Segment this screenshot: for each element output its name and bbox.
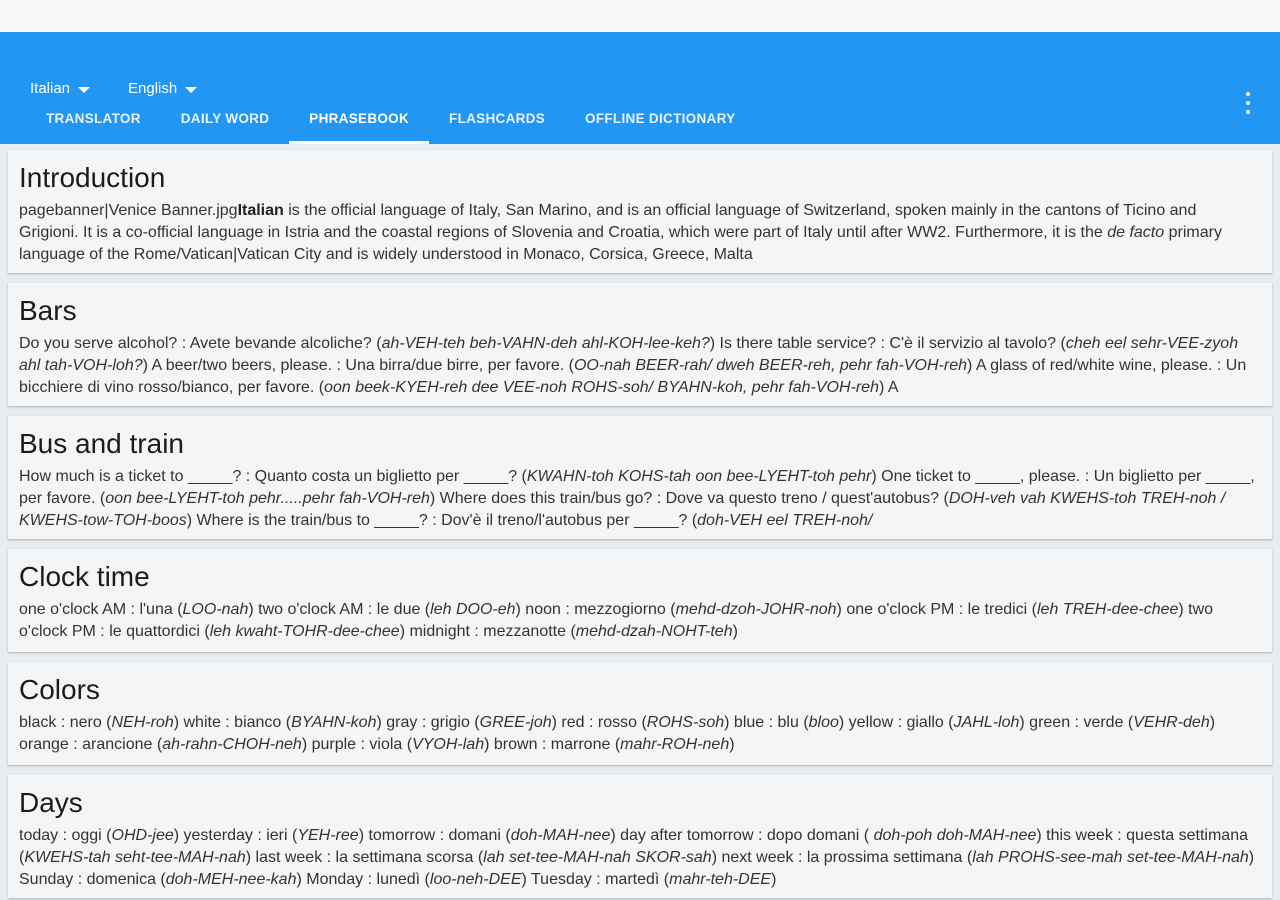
section-title: Introduction	[19, 162, 166, 193]
pronunciation-text: GREE-joh	[479, 714, 552, 731]
pronunciation-text: de facto	[1107, 224, 1165, 241]
phrase-text: primary language of the Rome/Vatican|Vatican City and is widely understood in Monaco, Corsica, Greece, Malta	[19, 224, 1222, 263]
pronunciation-text: ah-VEH-teh beh-VAHN-deh ahl-KOH-lee-keh?	[381, 335, 710, 352]
section-title: Days	[19, 787, 83, 818]
pronunciation-text: leh kwaht-TOHR-dee-chee	[209, 623, 400, 640]
phrase-text: ) midnight : mezzanotte (	[399, 623, 576, 640]
target-language-label: English	[128, 80, 178, 97]
phrasebook-section-introduction[interactable]	[8, 150, 1272, 273]
pronunciation-text: mehd-dzoh-JOHR-noh	[675, 601, 837, 618]
dropdown-caret-icon	[185, 87, 197, 93]
phrase-text: ) Sunday : domenica (	[19, 849, 1255, 888]
pronunciation-text: leh DOO-eh	[430, 601, 516, 618]
section-preview-text	[19, 599, 1260, 643]
pronunciation-text: LOO-nah	[182, 601, 249, 618]
pronunciation-text: OHD-jee	[111, 827, 174, 844]
phrase-text: ) white : bianco (	[173, 714, 292, 731]
phrase-text: ) Where is the train/bus to _____? : Dov'è il treno/l'autobus per _____? (	[186, 512, 698, 529]
section-title: Colors	[19, 674, 100, 705]
status-strip	[0, 0, 1280, 32]
pronunciation-text: mahr-ROH-neh	[620, 736, 730, 753]
phrase-text: ) A glass of red/white wine, please. : Un bicchiere di vino rosso/bianco, per favore. (	[19, 357, 1247, 396]
tab-translator[interactable]: TRANSLATOR	[46, 111, 141, 126]
phrasebook-section-bus-and-train[interactable]	[8, 416, 1272, 539]
phrase-text: one o'clock AM : l'una (	[19, 601, 183, 618]
phrase-text: ) brown : marrone (	[484, 736, 621, 753]
phrase-text: ) tomorrow : domani (	[358, 827, 511, 844]
emphasis-text: Italian	[237, 202, 284, 219]
pronunciation-text: NEH-roh	[111, 714, 174, 731]
phrase-text: ) this week : questa settimana (	[19, 827, 1248, 866]
pronunciation-text: loo-neh-DEE	[429, 871, 522, 888]
source-language-dropdown[interactable]	[18, 78, 102, 99]
phrase-text: ) Where does this train/bus go? : Dove va questo treno / quest'autobus? (	[429, 490, 949, 507]
phrase-text: is the official language of Italy, San Marino, and is an official language of Switzerland, spoken mainly in the cantons of Ticino and Grigioni. It is a co-official language in Istria and the coastal regions of Slovenia and Croatia, which were part of Italy until after WW2. Furthermore, it is the	[19, 202, 1197, 241]
phrase-text: ) Monday : lunedì (	[296, 871, 430, 888]
tab-offline-dictionary[interactable]: OFFLINE DICTIONARY	[585, 111, 736, 126]
phrasebook-section-bars[interactable]	[8, 283, 1272, 406]
section-preview-text	[19, 333, 1260, 399]
phrase-text: ) blue : blu (	[724, 714, 809, 731]
phrasebook-list	[0, 144, 1280, 898]
phrasebook-section-days[interactable]	[8, 775, 1272, 898]
pronunciation-text: VYOH-lah	[412, 736, 485, 753]
phrasebook-section-clock-time[interactable]	[8, 549, 1272, 652]
pronunciation-text: doh-MAH-nee	[510, 827, 611, 844]
more-vert-icon[interactable]	[1238, 90, 1258, 116]
pronunciation-text: BYAHN-koh	[291, 714, 377, 731]
pronunciation-text: VEHR-deh	[1133, 714, 1210, 731]
phrase-text: ) one o'clock PM : le tredici (	[836, 601, 1037, 618]
phrase-text: ) last week : la settimana scorsa (	[245, 849, 484, 866]
pronunciation-text: oon beek-KYEH-reh dee VEE-noh ROHS-soh/ BYAHN-koh, pehr fah-VOH-reh	[324, 379, 879, 396]
pronunciation-text: cheh eel sehr-VEE-zyoh ahl tah-VOH-loh?	[19, 335, 1239, 374]
section-title: Bus and train	[19, 428, 184, 459]
section-preview-text	[19, 200, 1260, 266]
source-language-label: Italian	[30, 80, 71, 97]
phrase-text: )	[771, 871, 777, 888]
target-language-dropdown[interactable]	[116, 78, 209, 99]
phrase-text: ) gray : grigio (	[376, 714, 480, 731]
pronunciation-text: KWEHS-tah seht-tee-MAH-nah	[24, 849, 246, 866]
pronunciation-text: doh-VEH eel TREH-noh/	[697, 512, 873, 529]
pronunciation-text: oon bee-LYEHT-toh pehr.....pehr fah-VOH-reh	[105, 490, 430, 507]
phrase-text: ) yesterday : ieri (	[173, 827, 298, 844]
phrase-text: ) Is there table service? : C'è il servizio al tavolo? (	[709, 335, 1066, 352]
language-selector-row	[18, 78, 209, 99]
phrase-text: ) One ticket to _____, please. : Un biglietto per _____, per favore. (	[19, 468, 1255, 507]
phrase-text: ) noon : mezzogiorno (	[515, 601, 676, 618]
phrase-text: black : nero (	[19, 714, 112, 731]
phrase-text: ) green : verde (	[1019, 714, 1134, 731]
pronunciation-text: OO-nah BEER-rah/ dweh BEER-reh, pehr fah-VOH-reh	[573, 357, 967, 374]
phrase-text: ) next week : la prossima settimana (	[711, 849, 973, 866]
phrase-text: ) day after tomorrow : dopo domani (	[610, 827, 874, 844]
phrasebook-section-colors[interactable]	[8, 662, 1272, 765]
section-preview-text	[19, 466, 1260, 532]
phrase-text: ) two o'clock AM : le due (	[248, 601, 431, 618]
tab-daily-word[interactable]: DAILY WORD	[180, 111, 270, 126]
phrase-text: ) orange : arancione (	[19, 714, 1216, 753]
pronunciation-text: ah-rahn-CHOH-neh	[162, 736, 302, 753]
phrase-text: pagebanner|Venice Banner.jpg	[19, 202, 238, 219]
phrase-text: ) red : rosso (	[551, 714, 647, 731]
tab-bar	[26, 97, 755, 144]
phrase-text: )	[729, 736, 735, 753]
phrase-text: ) A	[878, 379, 899, 396]
phrase-text: )	[732, 623, 738, 640]
pronunciation-text: ROHS-soh	[646, 714, 725, 731]
phrase-text: today : oggi (	[19, 827, 112, 844]
phrase-text: Do you serve alcohol? : Avete bevande alcoliche? (	[19, 335, 382, 352]
section-title: Clock time	[19, 561, 150, 592]
dropdown-caret-icon	[78, 87, 90, 93]
tab-phrasebook[interactable]: PHRASEBOOK	[289, 97, 429, 144]
pronunciation-text: mahr-teh-DEE	[669, 871, 772, 888]
section-preview-text	[19, 825, 1260, 891]
pronunciation-text: doh-poh doh-MAH-nee	[873, 827, 1037, 844]
pronunciation-text: leh TREH-dee-chee	[1037, 601, 1179, 618]
phrase-text: ) Tuesday : martedì (	[521, 871, 670, 888]
pronunciation-text: bloo	[808, 714, 839, 731]
pronunciation-text: KWAHN-toh KOHS-tah oon bee-LYEHT-toh pehr	[526, 468, 872, 485]
phrase-text: ) A beer/two beers, please. : Una birra/due birre, per favore. (	[142, 357, 574, 374]
pronunciation-text: lah PROHS-see-mah set-tee-MAH-nah	[972, 849, 1249, 866]
pronunciation-text: YEH-ree	[297, 827, 359, 844]
phrase-text: How much is a ticket to _____? : Quanto costa un biglietto per _____? (	[19, 468, 527, 485]
pronunciation-text: lah set-tee-MAH-nah SKOR-sah	[483, 849, 712, 866]
pronunciation-text: JAHL-loh	[953, 714, 1020, 731]
pronunciation-text: doh-MEH-nee-kah	[165, 871, 297, 888]
pronunciation-text: mehd-dzah-NOHT-teh	[575, 623, 733, 640]
phrase-text: ) purple : viola (	[301, 736, 413, 753]
tab-flashcards[interactable]: FLASHCARDS	[449, 111, 546, 126]
phrase-text: ) yellow : giallo (	[838, 714, 954, 731]
section-title: Bars	[19, 295, 77, 326]
section-preview-text	[19, 712, 1260, 756]
phrase-text: ) two o'clock PM : le quattordici (	[19, 601, 1214, 640]
pronunciation-text: DOH-veh vah KWEHS-toh TREH-noh / KWEHS-tow-TOH-boos	[19, 490, 1226, 529]
